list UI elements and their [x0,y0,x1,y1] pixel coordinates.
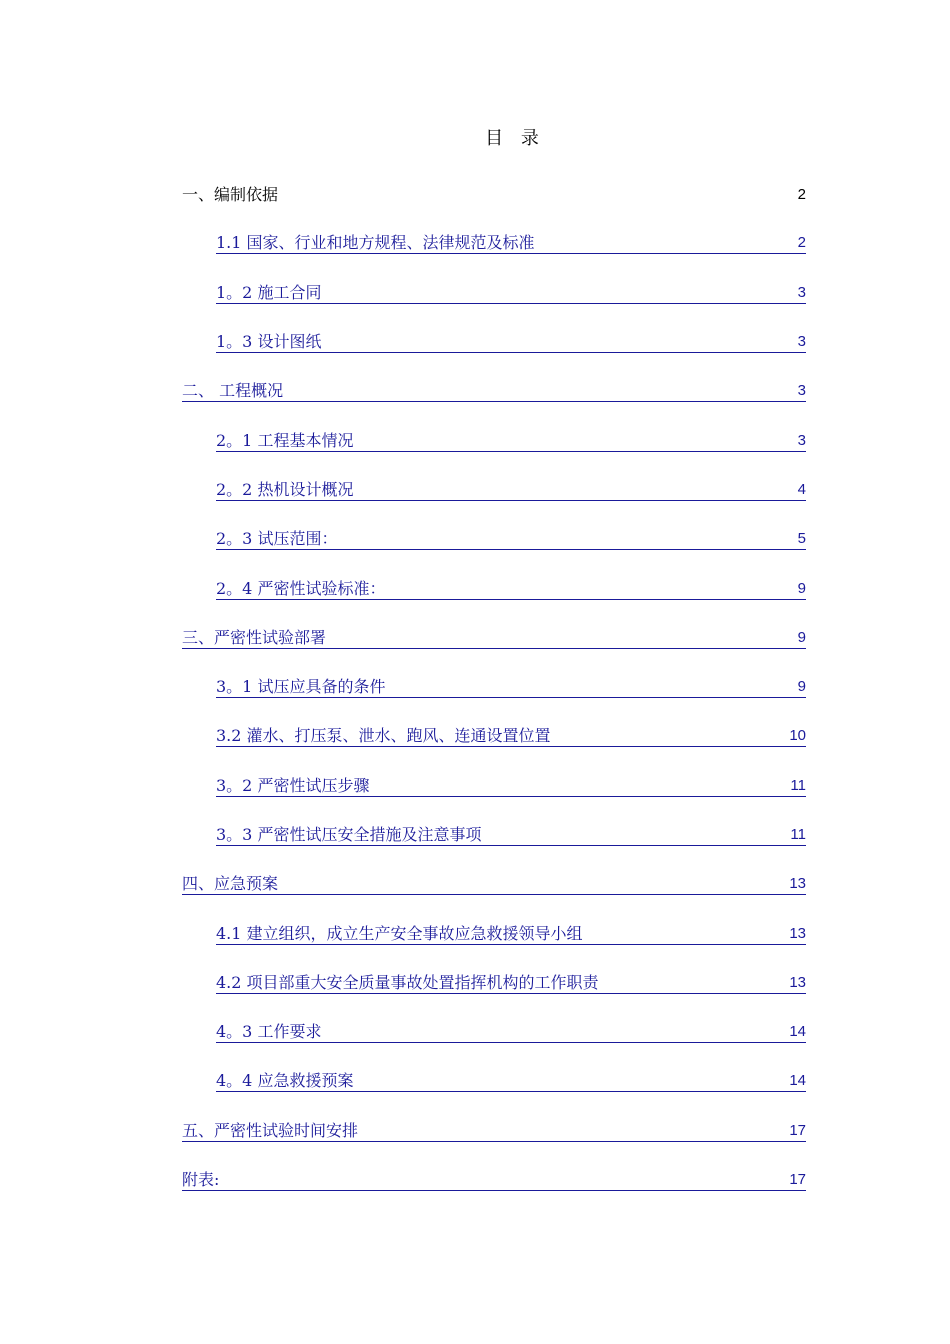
toc-dot-leader [354,480,796,500]
toc-entry-label: 五、严密性试验时间安排 [182,1120,359,1140]
toc-page-number: 3 [797,431,806,449]
toc-page-number: 14 [789,1023,806,1041]
toc-dot-leader [386,677,796,697]
toc-page-number: 2 [797,234,806,252]
toc-entry-link[interactable] [216,726,806,747]
toc-page-number: 9 [797,579,806,597]
toc-dot-leader [536,233,797,253]
toc-entry-label: 2。4 严密性试验标准： [216,578,386,598]
toc-entry-label: 2。2 热机设计概况 [216,479,354,499]
toc-page-number: 11 [790,776,806,794]
toc-entry-label: 1.1 国家、行业和地方规程、法律规范及标准 [216,233,535,253]
toc-page-number: 10 [789,727,806,745]
toc-dot-leader [220,1170,788,1190]
toc-entry-link[interactable] [182,185,806,205]
toc-page-number: 4 [797,480,806,498]
toc-entry[interactable] [182,909,806,958]
toc-dot-leader [279,874,788,894]
toc-page-number: 5 [797,530,806,548]
toc-page-number: 2 [797,185,806,203]
toc-page-number: 11 [790,826,806,843]
toc-entry[interactable] [182,712,806,761]
toc-entry-link[interactable] [216,1071,806,1092]
toc-entry-label: 4。3 工作要求 [216,1022,322,1042]
toc-entry-label: 二、 工程概况 [182,381,284,401]
toc-entry[interactable] [182,466,806,515]
toc-entry[interactable] [182,318,806,367]
toc-dot-leader [370,776,789,796]
toc-entry-link[interactable] [216,776,806,797]
toc-dot-leader [354,431,796,451]
toc-entry-label: 三、严密性试验部署 [182,627,327,647]
toc-dot-leader [482,825,789,845]
toc-dot-leader [600,973,789,993]
toc-entry-label: 3.2 灌水、打压泵、泄水、跑风、连通设置位置 [216,726,551,746]
toc-entry-label: 4.1 建立组织，成立生产安全事故应急救援领导小组 [216,923,583,943]
toc-entry[interactable] [182,269,806,318]
toc-entry-link[interactable] [216,529,806,550]
toc-entry-link[interactable] [216,283,806,304]
toc-dot-leader [322,283,796,303]
toc-dot-leader [327,628,797,648]
toc-entry-link[interactable] [182,874,806,895]
toc-page-number: 13 [789,924,806,942]
toc-entry-link[interactable] [216,677,806,698]
toc-page-number: 17 [789,1171,806,1189]
toc-entry[interactable] [182,614,806,663]
toc-entry-link[interactable] [182,628,806,649]
toc-dot-leader [584,924,789,944]
toc-entry-link[interactable] [216,1022,806,1043]
toc-entry-link[interactable] [216,233,806,254]
toc-entry-label: 3。2 严密性试压步骤 [216,775,370,795]
toc-entry-label: 一、编制依据 [182,184,279,204]
toc-page-number: 3 [797,333,806,351]
toc-entry[interactable] [182,1057,806,1106]
toc-entry[interactable] [182,170,806,219]
toc-entry[interactable] [182,515,806,564]
toc-entry[interactable] [182,1107,806,1156]
toc-entry-label: 2。1 工程基本情况 [216,430,354,450]
toc-entry-link[interactable] [216,825,806,846]
toc-entry-link[interactable] [216,332,806,353]
toc-entry-link[interactable] [216,579,806,600]
toc-entry-link[interactable] [216,973,806,994]
toc-entry-label: 4.2 项目部重大安全质量事故处置指挥机构的工作职责 [216,972,599,992]
toc-entry[interactable] [182,1156,806,1205]
toc-dot-leader [322,1022,788,1042]
toc-entry-label: 4。4 应急救援预案 [216,1071,354,1091]
toc-entry-link[interactable] [216,480,806,501]
toc-entry[interactable] [182,860,806,909]
toc-dot-leader [322,332,796,352]
toc-entry-link[interactable] [216,431,806,452]
toc-entry[interactable] [182,219,806,268]
toc-title: 目 录 [485,128,545,149]
toc-page-number: 9 [797,678,806,696]
toc-dot-leader [338,529,796,549]
toc-entry-label: 四、应急预案 [182,874,279,894]
toc-entry-link[interactable] [182,1170,806,1191]
toc-entry-link[interactable] [182,1121,806,1142]
toc-entry[interactable] [182,959,806,1008]
table-of-contents [182,170,806,1205]
toc-entry[interactable] [182,416,806,465]
toc-entry[interactable] [182,762,806,811]
toc-page-number: 13 [789,973,806,991]
toc-entry[interactable] [182,564,806,613]
toc-page-number: 17 [789,1121,806,1139]
toc-entry-link[interactable] [182,381,806,402]
toc-entry-label: 3。1 试压应具备的条件 [216,677,386,697]
toc-dot-leader [386,579,796,599]
toc-dot-leader [279,185,797,205]
toc-dot-leader [552,726,789,746]
toc-entry-label: 附表: [182,1170,220,1190]
toc-entry-label: 2。3 试压范围： [216,529,338,549]
toc-entry[interactable] [182,367,806,416]
toc-dot-leader [354,1071,788,1091]
toc-entry-label: 1。2 施工合同 [216,282,322,302]
toc-entry[interactable] [182,811,806,860]
toc-dot-leader [284,381,797,401]
toc-entry-label: 1。3 设计图纸 [216,332,322,352]
toc-page-number: 3 [797,382,806,400]
toc-page-number: 13 [789,875,806,893]
toc-entry[interactable] [182,1008,806,1057]
toc-dot-leader [359,1121,788,1141]
toc-page-number: 9 [797,628,806,646]
toc-entry-label: 3。3 严密性试压安全措施及注意事项 [216,825,482,844]
toc-page-number: 3 [797,283,806,301]
toc-page-number: 14 [789,1072,806,1090]
toc-entry[interactable] [182,663,806,712]
toc-entry-link[interactable] [216,924,806,945]
